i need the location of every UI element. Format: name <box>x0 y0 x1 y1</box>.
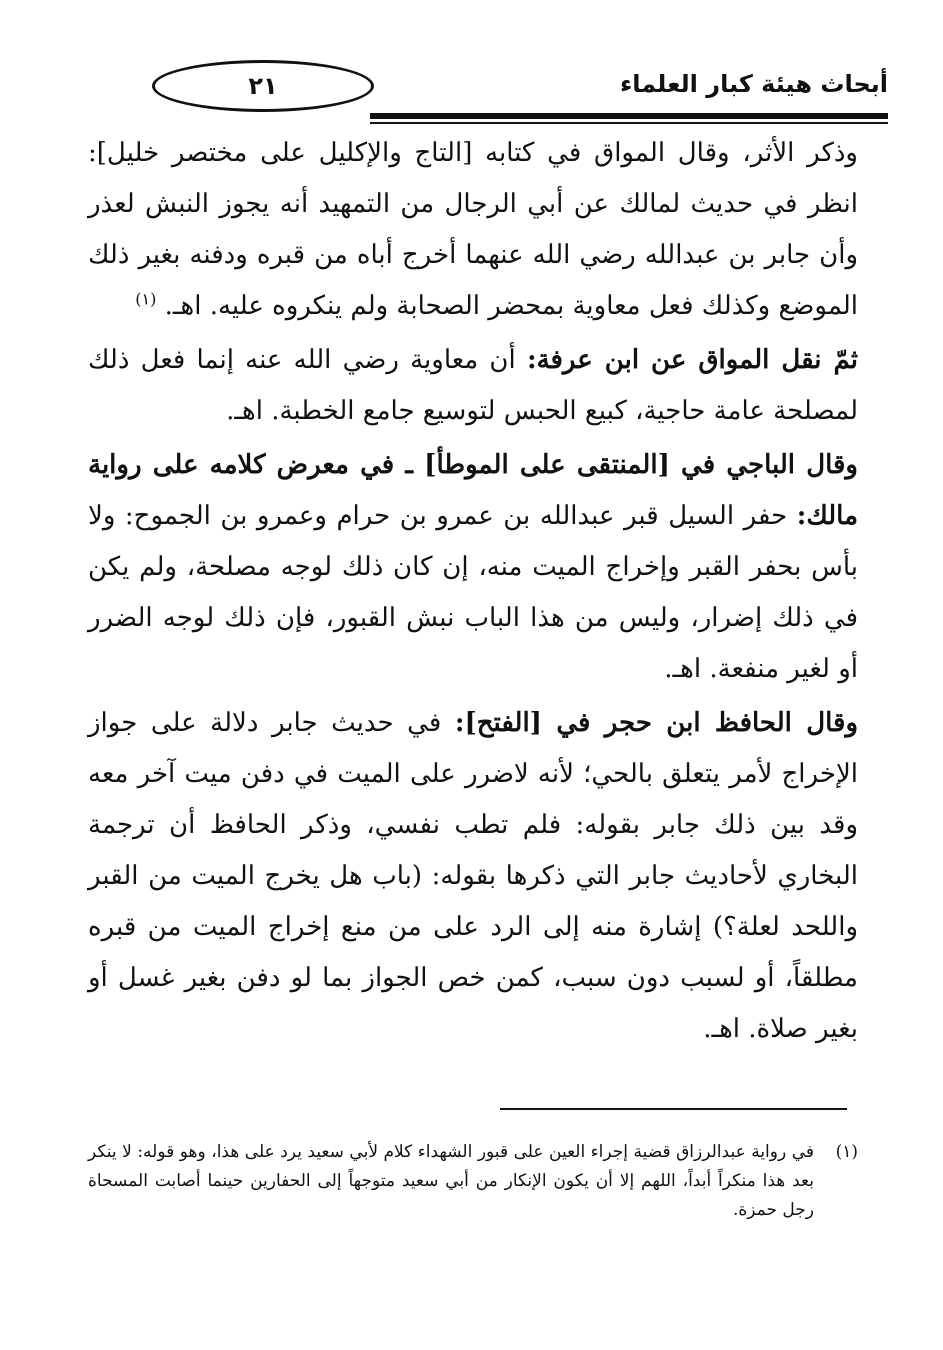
paragraph-4 <box>88 698 858 1055</box>
page-number: ٢١ <box>152 60 374 112</box>
paragraph-4-text: في حديث جابر دلالة على جواز الإخراج لأمر يتعلق بالحي؛ لأنه لاضرر على الميت في دفن ميت آخر معه وقد بين ذلك جابر بقوله: فلم تطب نفسي، وذكر الحافظ أن ترجمة البخاري لأحاديث جابر التي ذكرها بقوله: (باب هل يخرج الميت من القبر واللحد لعلة؟) إشارة منه إلى الرد على من منع إخراج الميت من قبره مطلقاً، أو لسبب دون سبب، كمن خص الجواز بما لو دفن بغير غسل أو بغير صلاة. اهـ. <box>88 708 858 1044</box>
paragraph-1-text: وذكر الأثر، وقال المواق في كتابه [التاج والإكليل على مختصر خليل]: انظر في حديث لمالك عن أبي الرجال من التمهيد أنه يجوز النبش لعذر وأن جابر بن عبدالله رضي الله عنهما أخرج أباه من قبره ودفنه بغير ذلك الموضع وكذلك فعل معاوية بمحضر الصحابة ولم ينكروه عليه. اهـ. <box>88 138 858 321</box>
footnote-reference: (١) <box>135 289 157 309</box>
paragraph-1 <box>88 128 858 332</box>
footnotes <box>88 1138 858 1225</box>
footnote-1 <box>88 1138 858 1225</box>
paragraph-2-lead: ثمّ نقل المواق عن ابن عرفة: <box>526 345 858 375</box>
running-title: أبحاث هيئة كبار العلماء <box>619 70 888 98</box>
page-header <box>120 58 888 120</box>
paragraph-3-lead: وقال الباجي في [المنتقى على الموطأ] ـ في معرض كلامه على رواية مالك: <box>88 450 858 531</box>
header-rule-thin <box>370 122 888 124</box>
header-rule-thick <box>370 113 888 119</box>
paragraph-3 <box>88 440 858 695</box>
paragraph-2-text: أن معاوية رضي الله عنه إنما فعل ذلك لمصلحة عامة حاجية، كبيع الحبس لتوسيع جامع الخطبة. اهـ. <box>88 345 858 426</box>
paragraph-3-text: حفر السيل قبر عبدالله بن عمرو بن حرام وعمرو بن الجموح: ولا بأس بحفر القبر وإخراج الميت منه، إن كان ذلك لوجه مصلحة، ولم يكن في ذلك إضرار، وليس من هذا الباب نبش القبور، فإن ذلك لوجه الضرر أو لغير منفعة. اهـ. <box>88 501 858 684</box>
footnote-marker: (١) <box>835 1142 858 1162</box>
main-text <box>88 128 858 1058</box>
footnote-text: في رواية عبدالرزاق قضية إجراء العين على قبور الشهداء كلام لأبي سعيد يرد على هذا، وهو قوله: لا ينكر بعد هذا منكراً أبداً، اللهم إلا أن يكون الإنكار من أبي سعيد متوجهاً إلى الحفارين حينما أصابت المسحاة رجل حمزة. <box>88 1142 814 1220</box>
footnote-separator <box>500 1108 847 1110</box>
paragraph-4-lead: وقال الحافظ ابن حجر في [الفتح]: <box>454 708 858 738</box>
paragraph-2 <box>88 335 858 437</box>
